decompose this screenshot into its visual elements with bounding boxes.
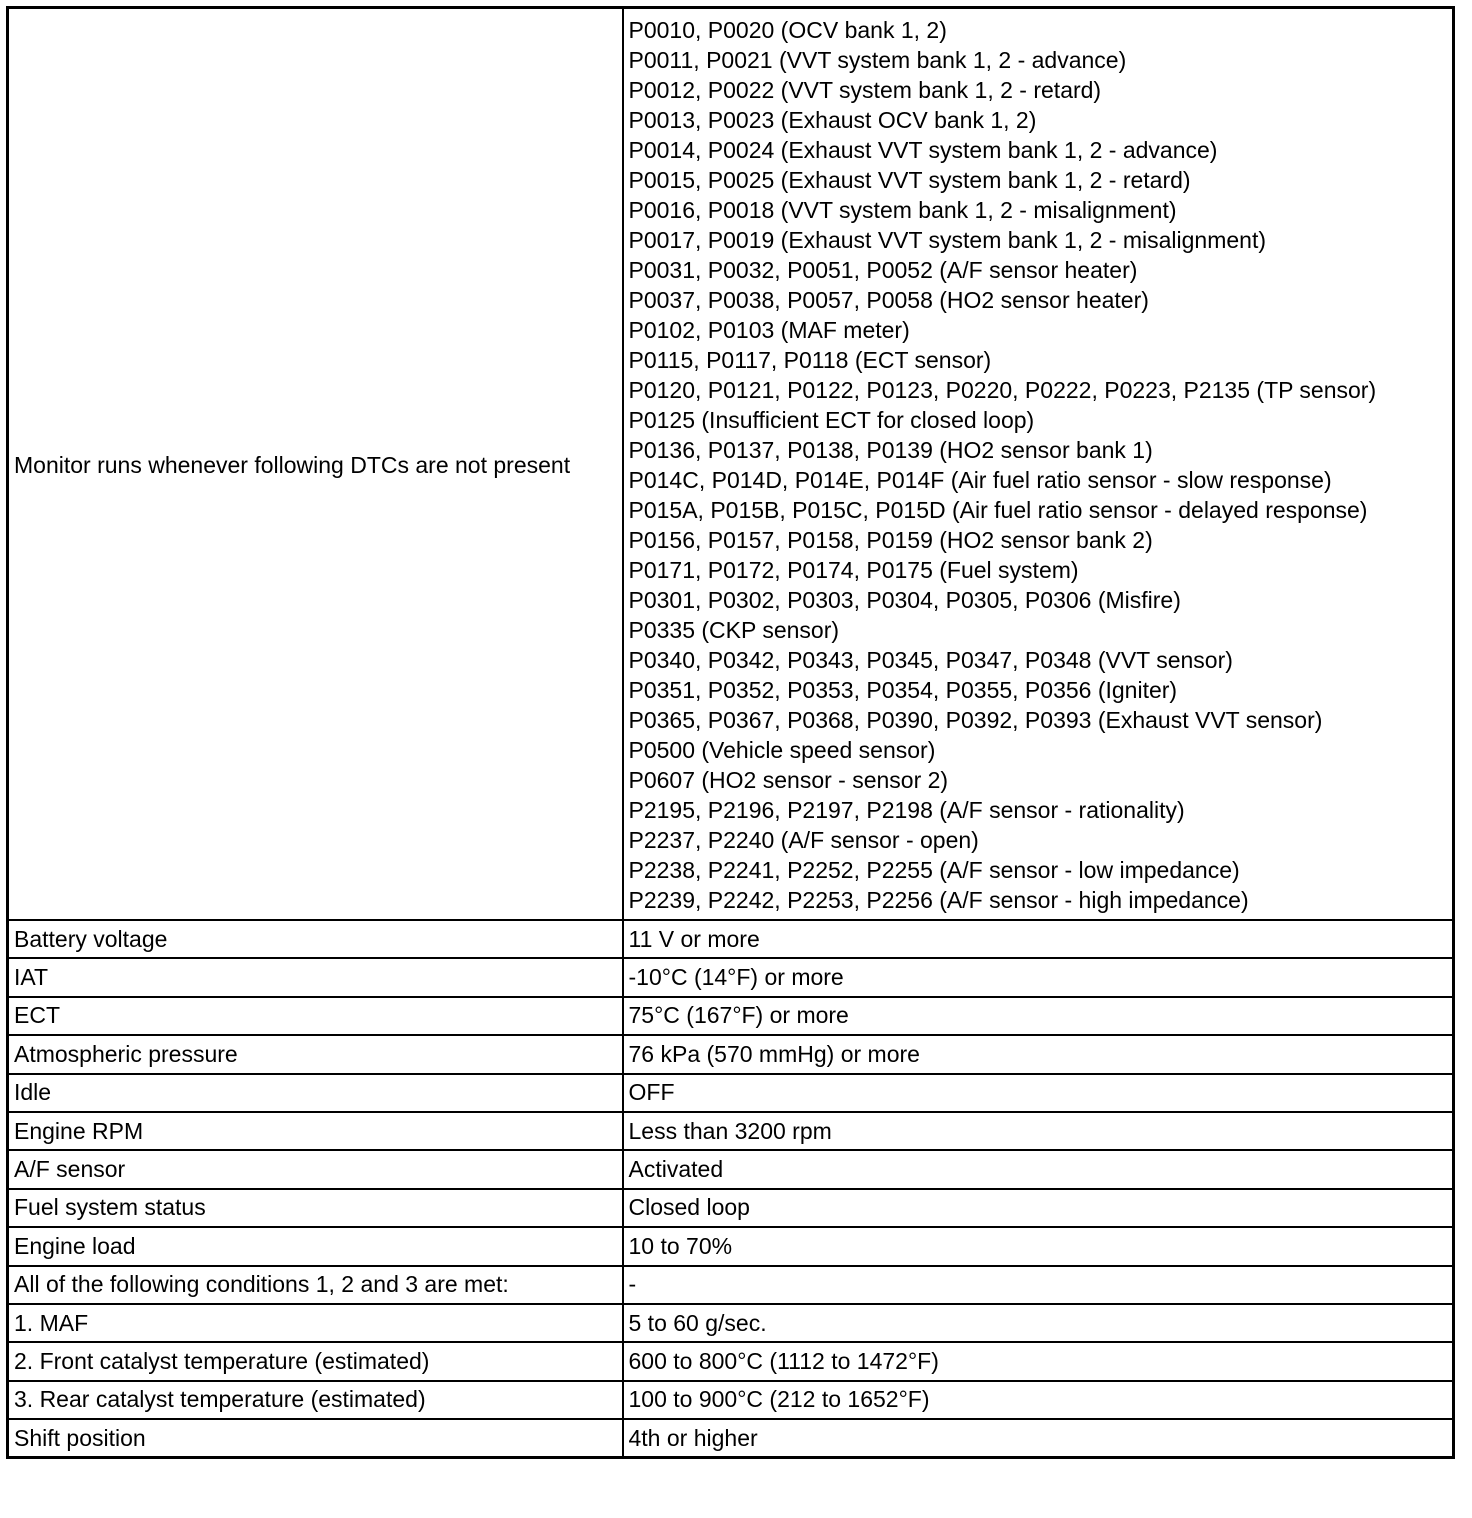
condition-value: 11 V or more [623, 920, 1454, 958]
condition-label: Battery voltage [8, 920, 623, 958]
table-row [8, 1150, 1454, 1188]
condition-value: - [623, 1266, 1454, 1304]
table-body [8, 8, 1454, 1458]
table-row [8, 1112, 1454, 1150]
dtc-list-item: P015A, P015B, P015C, P015D (Air fuel ratio sensor - delayed response) [628, 497, 1368, 523]
dtc-list-item: P0115, P0117, P0118 (ECT sensor) [628, 347, 992, 373]
condition-label: IAT [8, 958, 623, 996]
condition-label: Shift position [8, 1419, 623, 1457]
dtc-list-item: P0120, P0121, P0122, P0123, P0220, P0222, P0223, P2135 (TP sensor) [628, 377, 1377, 403]
condition-value: Activated [623, 1150, 1454, 1188]
monitor-conditions-table [6, 6, 1455, 1459]
table-row [8, 1227, 1454, 1265]
condition-value: Closed loop [623, 1189, 1454, 1227]
dtc-list-item: P0365, P0367, P0368, P0390, P0392, P0393 (Exhaust VVT sensor) [628, 707, 1323, 733]
dtc-list-item: P0301, P0302, P0303, P0304, P0305, P0306 (Misfire) [628, 587, 1181, 613]
table-row [8, 1381, 1454, 1419]
condition-value: 75°C (167°F) or more [623, 997, 1454, 1035]
condition-label: Fuel system status [8, 1189, 623, 1227]
table-row [8, 1266, 1454, 1304]
dtc-list-item: P0012, P0022 (VVT system bank 1, 2 - retard) [628, 77, 1102, 103]
dtc-list-item: P0010, P0020 (OCV bank 1, 2) [628, 17, 947, 43]
condition-label: A/F sensor [8, 1150, 623, 1188]
table-row [8, 1304, 1454, 1342]
table-row [8, 1074, 1454, 1112]
table-row [8, 958, 1454, 996]
dtc-list-item: P0031, P0032, P0051, P0052 (A/F sensor heater) [628, 257, 1138, 283]
table-row [8, 1342, 1454, 1380]
condition-value: Less than 3200 rpm [623, 1112, 1454, 1150]
condition-label: All of the following conditions 1, 2 and 3 are met: [8, 1266, 623, 1304]
dtc-list-cell [623, 8, 1454, 921]
dtc-list-item: P0015, P0025 (Exhaust VVT system bank 1, 2 - retard) [628, 167, 1191, 193]
condition-label: ECT [8, 997, 623, 1035]
condition-label: Engine RPM [8, 1112, 623, 1150]
condition-value: 4th or higher [623, 1419, 1454, 1457]
dtc-list-item: P0351, P0352, P0353, P0354, P0355, P0356 (Igniter) [628, 677, 1178, 703]
dtc-list-item: P0102, P0103 (MAF meter) [628, 317, 910, 343]
condition-label: Idle [8, 1074, 623, 1112]
dtc-list-item: P2195, P2196, P2197, P2198 (A/F sensor - rationality) [628, 797, 1185, 823]
condition-value: 100 to 900°C (212 to 1652°F) [623, 1381, 1454, 1419]
condition-value: 600 to 800°C (1112 to 1472°F) [623, 1342, 1454, 1380]
table-row [8, 997, 1454, 1035]
dtc-list-item: P0607 (HO2 sensor - sensor 2) [628, 767, 949, 793]
dtc-list-item: P0037, P0038, P0057, P0058 (HO2 sensor heater) [628, 287, 1149, 313]
dtc-list-item: P0340, P0342, P0343, P0345, P0347, P0348 (VVT sensor) [628, 647, 1233, 673]
dtc-list-item: P0500 (Vehicle speed sensor) [628, 737, 936, 763]
dtc-list-item: P2239, P2242, P2253, P2256 (A/F sensor - high impedance) [628, 887, 1249, 913]
dtc-list-item: P0125 (Insufficient ECT for closed loop) [628, 407, 1035, 433]
condition-label: 2. Front catalyst temperature (estimated) [8, 1342, 623, 1380]
condition-label: 3. Rear catalyst temperature (estimated) [8, 1381, 623, 1419]
dtc-list-item: P0014, P0024 (Exhaust VVT system bank 1, 2 - advance) [628, 137, 1218, 163]
condition-value: 10 to 70% [623, 1227, 1454, 1265]
table-row [8, 1189, 1454, 1227]
condition-value: -10°C (14°F) or more [623, 958, 1454, 996]
table-row-dtc-conditions [8, 8, 1454, 921]
dtc-list-item: P0016, P0018 (VVT system bank 1, 2 - misalignment) [628, 197, 1177, 223]
dtc-list-item: P2238, P2241, P2252, P2255 (A/F sensor - low impedance) [628, 857, 1240, 883]
dtc-list-item: P0171, P0172, P0174, P0175 (Fuel system) [628, 557, 1079, 583]
condition-value: 5 to 60 g/sec. [623, 1304, 1454, 1342]
table-row [8, 920, 1454, 958]
dtc-list-item: P0136, P0137, P0138, P0139 (HO2 sensor bank 1) [628, 437, 1153, 463]
condition-label: Atmospheric pressure [8, 1035, 623, 1073]
dtc-list-item: P0156, P0157, P0158, P0159 (HO2 sensor bank 2) [628, 527, 1153, 553]
table-row [8, 1035, 1454, 1073]
dtc-list-item: P014C, P014D, P014E, P014F (Air fuel ratio sensor - slow response) [628, 467, 1332, 493]
dtc-condition-label: Monitor runs whenever following DTCs are not present [8, 8, 623, 921]
dtc-list-item: P0017, P0019 (Exhaust VVT system bank 1, 2 - misalignment) [628, 227, 1266, 253]
dtc-list-item: P2237, P2240 (A/F sensor - open) [628, 827, 979, 853]
dtc-list-item: P0013, P0023 (Exhaust OCV bank 1, 2) [628, 107, 1037, 133]
condition-value: OFF [623, 1074, 1454, 1112]
document-page [6, 6, 1452, 1513]
condition-label: 1. MAF [8, 1304, 623, 1342]
condition-value: 76 kPa (570 mmHg) or more [623, 1035, 1454, 1073]
dtc-list-item: P0335 (CKP sensor) [628, 617, 840, 643]
condition-label: Engine load [8, 1227, 623, 1265]
dtc-list-item: P0011, P0021 (VVT system bank 1, 2 - advance) [628, 47, 1127, 73]
table-row [8, 1419, 1454, 1457]
